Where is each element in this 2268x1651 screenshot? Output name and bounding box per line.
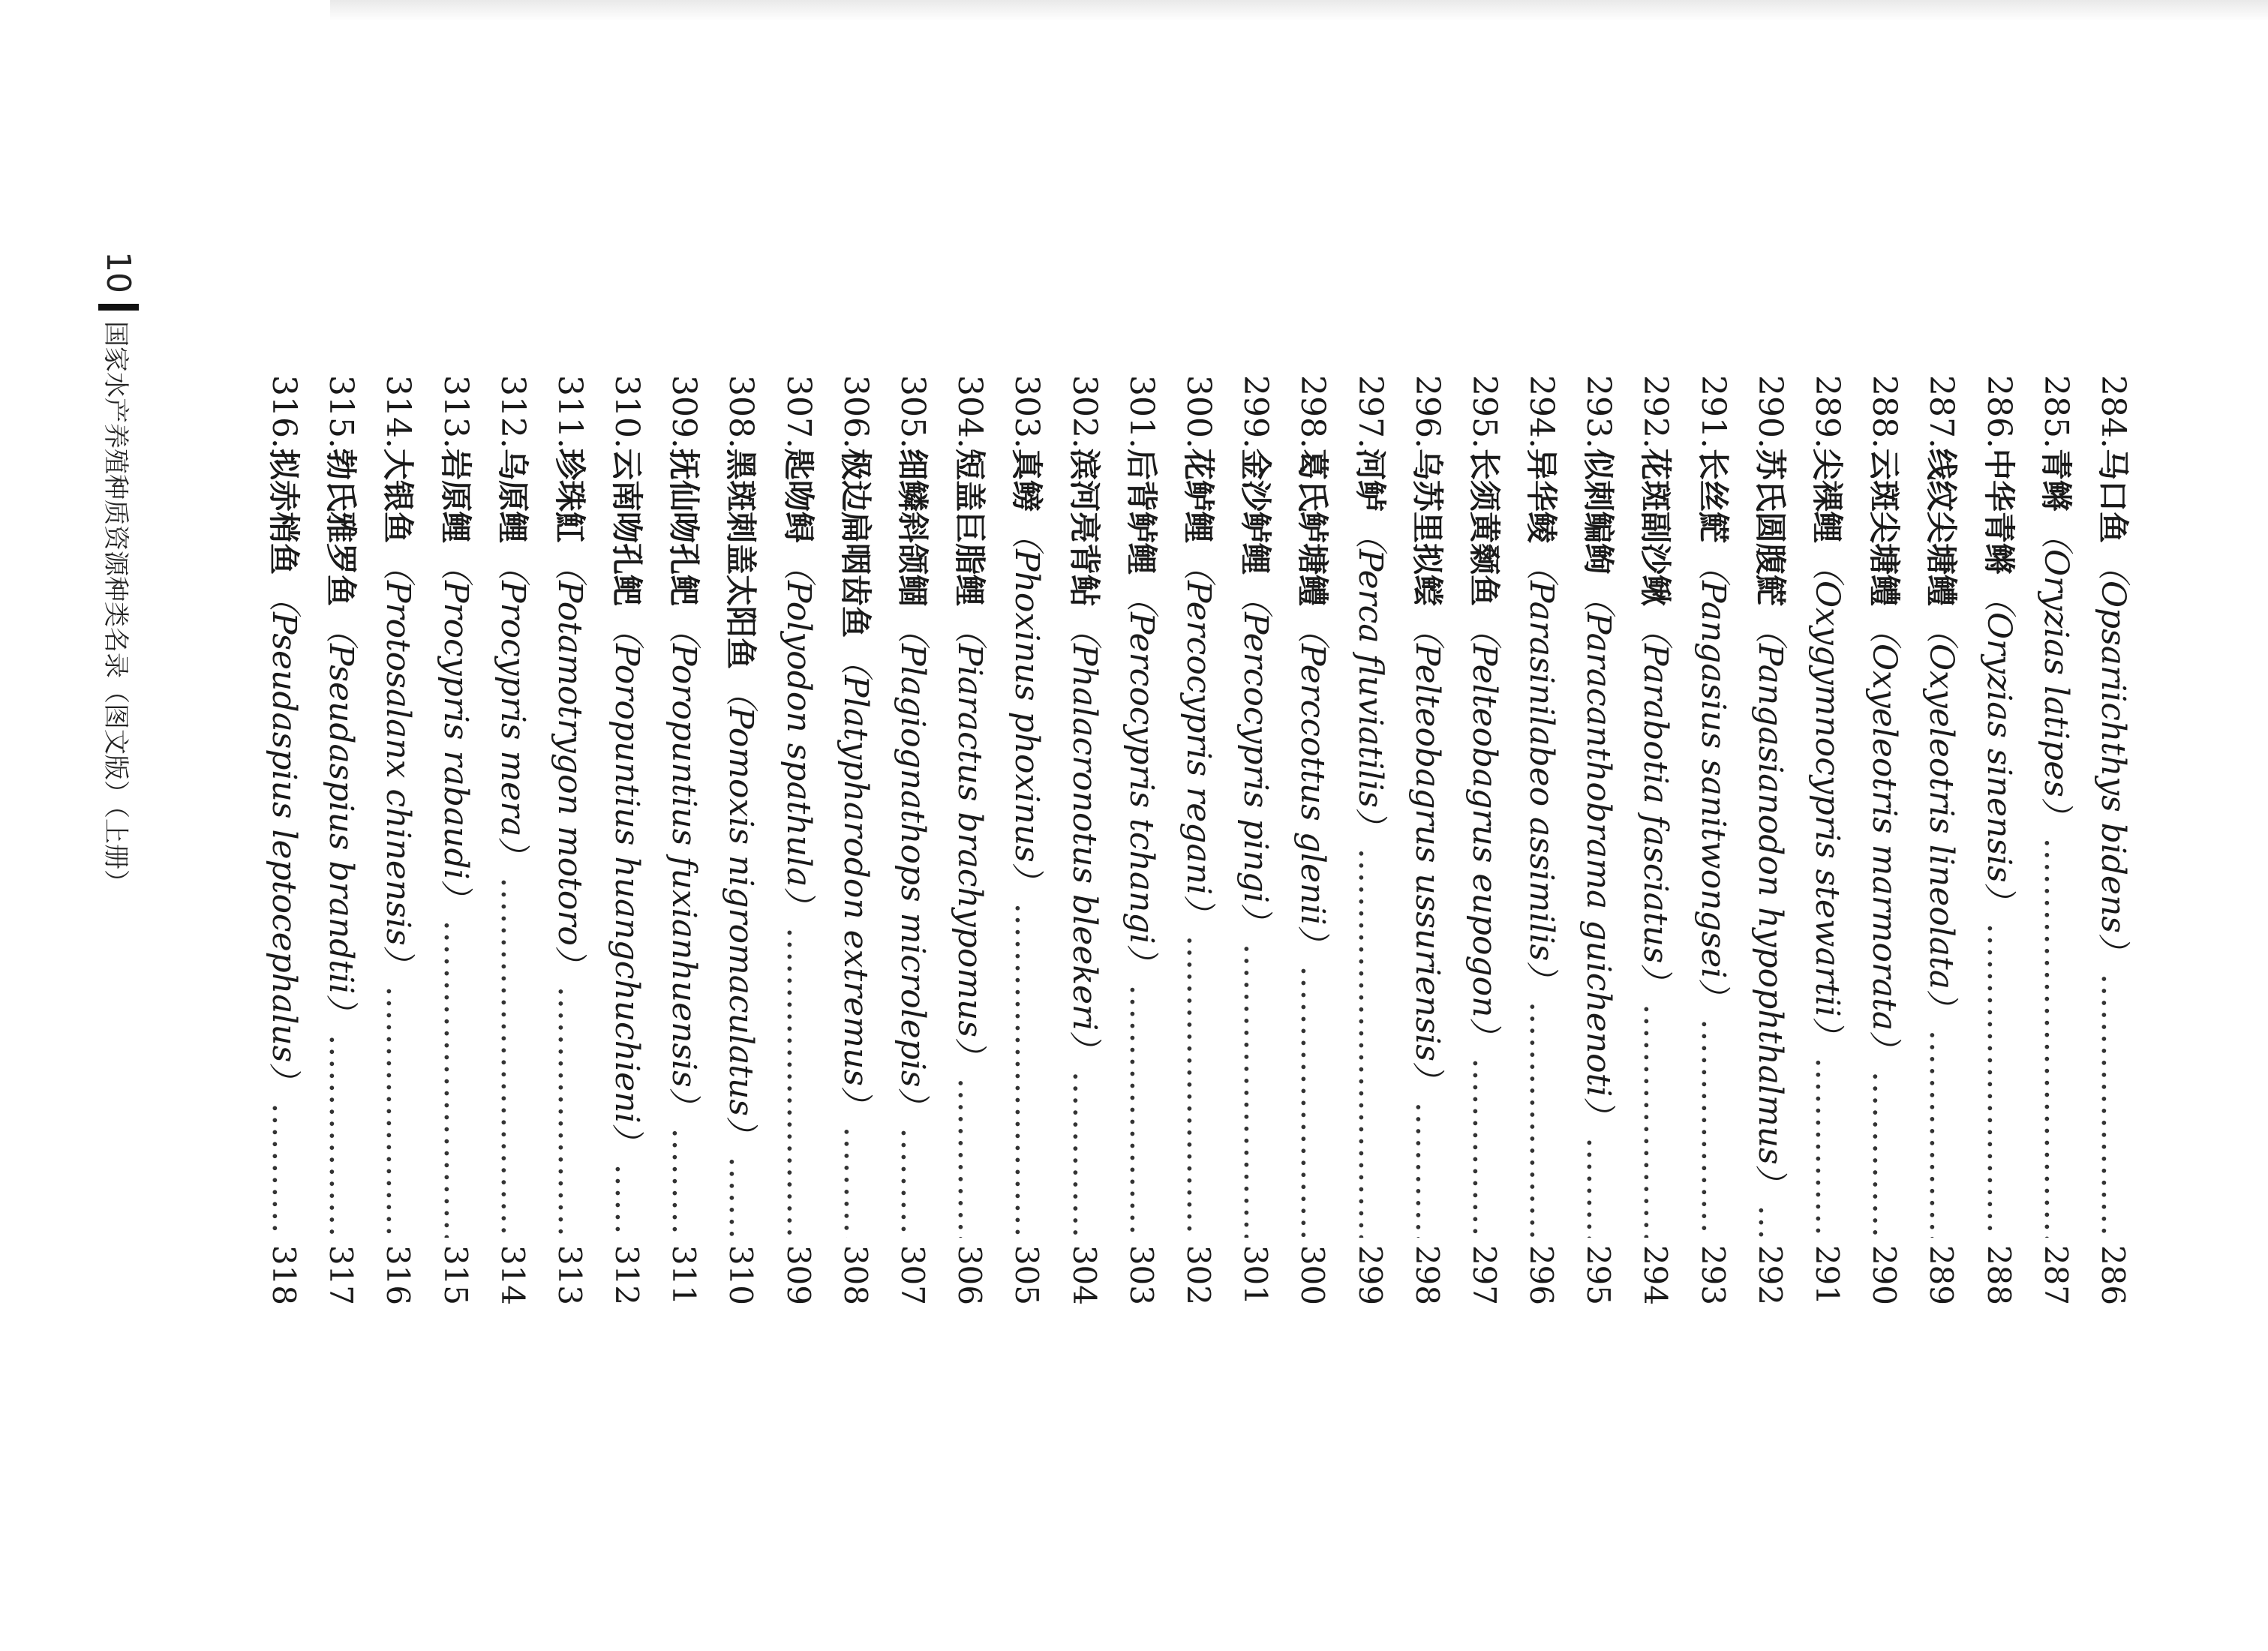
entry-number: 297.	[1350, 375, 1389, 449]
entry-page-number: 287	[2037, 1244, 2074, 1305]
species-scientific-name: （Pelteobagrus ussuriensis）	[1407, 610, 1446, 1094]
species-chinese-name: 青鳉	[2037, 448, 2074, 512]
species-scientific-name: （Phalacronotus bleekeri）	[1065, 610, 1104, 1064]
species-scientific-name: （Procypris mera）	[493, 547, 532, 870]
entry-page-number: 292	[1751, 1244, 1789, 1305]
toc-entry	[997, 375, 1054, 1305]
species-scientific-name: （Polyodon spathula）	[779, 547, 818, 920]
entry-number: 300.	[1179, 375, 1218, 449]
dot-leader	[1865, 1071, 1903, 1238]
toc-entry	[1398, 375, 1455, 1305]
entry-page-number: 300	[1294, 1244, 1332, 1305]
entry-number: 309.	[665, 375, 704, 449]
species-scientific-name: （Piaractus brachypomus）	[951, 610, 990, 1070]
toc-entry	[2083, 375, 2140, 1305]
entry-number: 288.	[1865, 375, 1904, 449]
entry-page-number: 293	[1694, 1244, 1732, 1305]
entry-number: 306.	[836, 375, 875, 449]
toc-entry	[1169, 375, 1226, 1305]
toc-entry	[597, 375, 654, 1305]
entry-page-number: 290	[1866, 1244, 1903, 1305]
entry-number: 291.	[1693, 375, 1732, 449]
toc-entry	[254, 375, 311, 1305]
species-chinese-name: 线纹尖塘鳢	[1923, 448, 1960, 606]
species-scientific-name: （Oryzias latipes）	[2036, 515, 2075, 830]
dot-leader	[1694, 1019, 1732, 1237]
dot-leader	[1236, 944, 1275, 1238]
entry-page-number: 289	[1923, 1244, 1960, 1305]
toc-entry	[1969, 375, 2026, 1305]
species-scientific-name: （Paracanthobrama guichenoti）	[1579, 578, 1618, 1130]
toc-entry	[1569, 375, 1626, 1305]
dot-leader	[1351, 848, 1389, 1238]
toc-entry	[1283, 375, 1340, 1305]
toc-entry	[1912, 375, 1969, 1305]
species-chinese-name: 乌苏里拟鲿	[1408, 448, 1446, 606]
species-scientific-name: （Pelteobagrus eupogon）	[1464, 610, 1503, 1051]
species-chinese-name: 真鳑	[1008, 448, 1046, 512]
dot-leader	[1122, 985, 1161, 1238]
entry-page-number: 308	[837, 1244, 874, 1305]
dot-leader	[951, 1078, 989, 1238]
species-chinese-name: 尖裸鲤	[1809, 448, 1846, 543]
toc-entry	[2026, 375, 2083, 1305]
entry-number: 308.	[722, 375, 761, 449]
toc-entry	[1741, 375, 1798, 1305]
species-scientific-name: （Protosalanx chinensis）	[379, 547, 418, 979]
species-scientific-name: （Plagiognathops microlepis）	[894, 610, 933, 1121]
dot-leader	[1522, 1001, 1561, 1238]
toc-entry	[540, 375, 597, 1305]
species-chinese-name: 河鲈	[1351, 448, 1389, 512]
dot-leader	[1408, 1102, 1446, 1238]
dot-leader	[265, 1103, 303, 1237]
toc-entry	[1684, 375, 1741, 1305]
entry-number: 312.	[493, 375, 532, 449]
dot-leader	[1465, 1058, 1503, 1237]
header-divider	[98, 304, 139, 311]
entry-page-number: 303	[1122, 1244, 1160, 1305]
species-scientific-name: （Oxyeleotris lineolata）	[1922, 610, 1961, 1022]
entry-number: 294.	[1522, 375, 1561, 449]
entry-page-number: 299	[1351, 1244, 1389, 1305]
toc-entry	[769, 375, 826, 1305]
species-chinese-name: 马口鱼	[2095, 448, 2131, 543]
toc-entry	[1112, 375, 1169, 1305]
species-scientific-name: （Percocypris regani）	[1179, 547, 1218, 929]
entry-number: 315.	[322, 375, 361, 449]
species-chinese-name: 拟赤梢鱼	[266, 448, 302, 575]
dot-leader	[437, 920, 475, 1238]
toc-entry	[1512, 375, 1569, 1305]
entry-page-number: 311	[665, 1244, 703, 1305]
entry-page-number: 288	[1980, 1244, 2017, 1305]
entry-page-number: 315	[437, 1244, 474, 1305]
toc-entry	[1226, 375, 1283, 1305]
entry-number: 293.	[1579, 375, 1618, 449]
species-scientific-name: （Perca fluviatilis）	[1350, 515, 1389, 841]
species-scientific-name: （Parasinilabeo assimilis）	[1522, 547, 1561, 995]
species-chinese-name: 细鳞斜颌鲴	[894, 448, 932, 606]
entry-number: 310.	[608, 375, 647, 449]
species-chinese-name: 云南吻孔鲃	[608, 448, 646, 606]
species-chinese-name: 滨河亮背鲇	[1065, 448, 1103, 606]
species-chinese-name: 乌原鲤	[494, 448, 531, 543]
entry-number: 314.	[379, 375, 418, 449]
toc-entry	[483, 375, 540, 1305]
entry-page-number: 318	[266, 1244, 302, 1305]
species-scientific-name: （Percocypris tchangi）	[1122, 578, 1161, 977]
species-scientific-name: （Pseudaspius leptocephalus）	[265, 578, 303, 1096]
entry-number: 284.	[2094, 375, 2132, 449]
entry-number: 305.	[894, 375, 933, 449]
entry-number: 296.	[1407, 375, 1446, 449]
dot-leader	[780, 927, 818, 1237]
species-scientific-name: （Phoxinus phoxinus）	[1008, 515, 1047, 896]
dot-leader	[551, 986, 589, 1238]
entry-page-number: 304	[1065, 1244, 1103, 1305]
entry-page-number: 302	[1180, 1244, 1217, 1305]
entry-number: 299.	[1236, 375, 1275, 449]
entry-number: 301.	[1122, 375, 1161, 449]
dot-leader	[1293, 966, 1332, 1238]
entry-number: 298.	[1293, 375, 1332, 449]
species-scientific-name: （Procypris rabaudi）	[436, 547, 475, 913]
entry-page-number: 313	[551, 1244, 588, 1305]
toc-entry	[1798, 375, 1855, 1305]
toc-entry	[654, 375, 711, 1305]
entry-page-number: 298	[1408, 1244, 1446, 1305]
dot-leader	[837, 1127, 875, 1238]
entry-page-number: 295	[1580, 1244, 1618, 1305]
toc-entry	[1054, 375, 1111, 1305]
species-chinese-name: 云斑尖塘鳢	[1866, 448, 1903, 606]
species-chinese-name: 中华青鳉	[1980, 448, 2017, 575]
species-chinese-name: 异华鲮	[1523, 448, 1561, 543]
dot-leader	[1179, 935, 1218, 1238]
species-scientific-name: （Parabotia fasciatus）	[1636, 610, 1675, 997]
entry-number: 285.	[2036, 375, 2075, 449]
toc-entry	[940, 375, 997, 1305]
species-chinese-name: 大银鱼	[380, 448, 417, 543]
entry-page-number: 291	[1809, 1244, 1846, 1305]
dot-leader	[1980, 923, 2018, 1238]
dot-leader	[379, 986, 417, 1238]
species-chinese-name: 匙吻鲟	[780, 448, 817, 543]
species-chinese-name: 长须黄颡鱼	[1465, 448, 1503, 606]
book-title: 国家水产养殖种质资源种类名录（图文版）（上册）	[101, 321, 131, 895]
toc-entry	[826, 375, 883, 1305]
species-chinese-name: 花鲈鲤	[1180, 448, 1217, 543]
toc-entry	[425, 375, 482, 1305]
toc-entry	[1340, 375, 1397, 1305]
entry-page-number: 309	[780, 1244, 817, 1305]
species-scientific-name: （Poropuntius huangchuchieni）	[608, 610, 647, 1157]
species-scientific-name: （Oxygymnocypris stewartii）	[1808, 547, 1847, 1050]
toc-entry	[883, 375, 940, 1305]
dot-leader	[1065, 1071, 1104, 1238]
species-chinese-name: 岩原鲤	[437, 448, 474, 543]
dot-leader	[665, 1128, 703, 1238]
species-chinese-name: 似刺鳊𬶋	[1580, 448, 1618, 575]
dot-leader	[322, 1034, 360, 1238]
entry-number: 313.	[436, 375, 475, 449]
toc-entry	[368, 375, 425, 1305]
dot-leader	[1579, 1137, 1618, 1237]
species-chinese-name: 勃氏雅罗鱼	[323, 448, 360, 606]
dot-leader	[1637, 1004, 1675, 1237]
dot-leader	[2094, 974, 2132, 1238]
species-scientific-name: （Pangasius sanitwongsei）	[1693, 547, 1732, 1012]
entry-number: 287.	[1922, 375, 1961, 449]
dot-leader	[2037, 838, 2075, 1238]
entry-page-number: 312	[608, 1244, 646, 1305]
species-chinese-name: 苏氏圆腹𩷶	[1751, 448, 1789, 606]
entry-page-number: 316	[380, 1244, 417, 1305]
species-scientific-name: （Pangasianodon hypophthalmus）	[1750, 610, 1789, 1198]
entry-page-number: 307	[894, 1244, 932, 1305]
species-chinese-name: 花斑副沙鳅	[1637, 448, 1675, 606]
entry-page-number: 317	[323, 1244, 360, 1305]
dot-leader	[1008, 903, 1046, 1238]
dot-leader	[608, 1164, 646, 1238]
entry-page-number: 305	[1008, 1244, 1046, 1305]
entry-page-number: 286	[2095, 1244, 2131, 1305]
toc-entry	[1855, 375, 1912, 1305]
species-chinese-name: 抚仙吻孔鲃	[665, 448, 703, 606]
entry-page-number: 297	[1465, 1244, 1503, 1305]
dot-leader	[1751, 1205, 1789, 1238]
dot-leader	[722, 1157, 761, 1238]
entry-page-number: 306	[951, 1244, 989, 1305]
species-chinese-name: 黑斑刺盖太阳鱼	[722, 448, 760, 669]
entry-number: 286.	[1979, 375, 2018, 449]
entry-number: 311.	[550, 375, 589, 449]
species-scientific-name: （Oxyeleotris marmorata）	[1865, 610, 1904, 1064]
entry-number: 307.	[779, 375, 818, 449]
entry-page-number: 314	[494, 1244, 531, 1305]
species-chinese-name: 珍珠魟	[551, 448, 588, 543]
species-scientific-name: （Pomoxis nigromaculatus）	[722, 673, 761, 1149]
species-chinese-name: 葛氏鲈塘鳢	[1294, 448, 1332, 606]
entry-number: 290.	[1750, 375, 1789, 449]
species-chinese-name: 后背鲈鲤	[1122, 448, 1160, 575]
dot-leader	[1922, 1030, 1960, 1238]
species-chinese-name: 金沙鲈鲤	[1237, 448, 1275, 575]
species-scientific-name: （Platypharodon extremus）	[836, 641, 875, 1119]
species-scientific-name: （Perccottus glenii）	[1293, 610, 1332, 959]
species-scientific-name: （Potamotrygon motoro）	[550, 547, 589, 979]
entry-page-number: 301	[1237, 1244, 1275, 1305]
species-scientific-name: （Opsariichthys bidens）	[2094, 547, 2132, 966]
toc-entry	[711, 375, 768, 1305]
species-scientific-name: （Pseudaspius brandtii）	[322, 610, 361, 1028]
dot-leader	[894, 1128, 932, 1238]
entry-number: 289.	[1808, 375, 1847, 449]
page-number: 10	[99, 251, 138, 293]
entry-number: 304.	[951, 375, 990, 449]
entry-number: 292.	[1636, 375, 1675, 449]
toc-entry	[1455, 375, 1512, 1305]
toc-entry	[1626, 375, 1683, 1305]
entry-page-number: 310	[722, 1244, 760, 1305]
species-chinese-name: 极边扁咽齿鱼	[837, 448, 874, 638]
running-header	[96, 251, 141, 895]
entry-number: 316.	[265, 375, 303, 449]
species-scientific-name: （Poropuntius fuxianhuensis）	[665, 610, 704, 1121]
entry-page-number: 294	[1637, 1244, 1675, 1305]
species-chinese-name: 长丝𩷶	[1694, 448, 1732, 543]
entry-number: 295.	[1464, 375, 1503, 449]
species-scientific-name: （Oryzias sinensis）	[1979, 578, 2018, 916]
entry-number: 302.	[1065, 375, 1104, 449]
dot-leader	[1808, 1058, 1846, 1238]
entry-number: 303.	[1008, 375, 1047, 449]
toc-entry	[311, 375, 368, 1305]
entry-page-number: 296	[1523, 1244, 1561, 1305]
table-of-contents	[254, 375, 2140, 1305]
dot-leader	[494, 877, 532, 1237]
species-scientific-name: （Percocypris pingi）	[1236, 578, 1275, 936]
species-chinese-name: 短盖巨脂鲤	[951, 448, 989, 606]
